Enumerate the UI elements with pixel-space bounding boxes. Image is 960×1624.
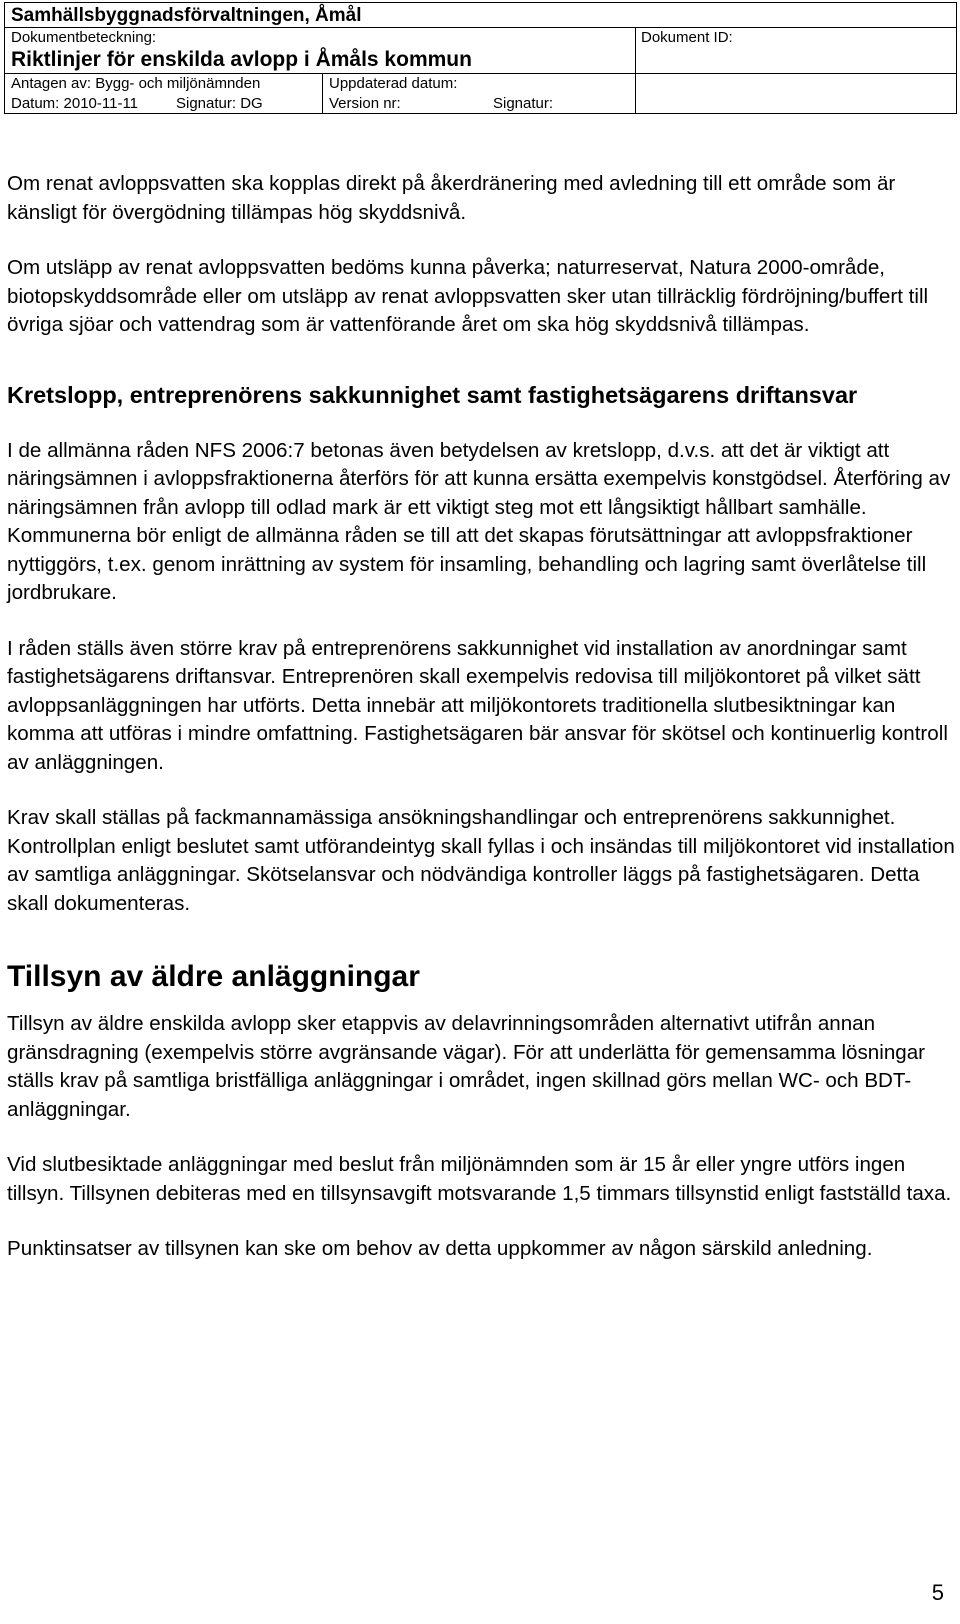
paragraph-supervision: Tillsyn av äldre enskilda avlopp sker etappvis av delavrinningsområden alternativt utifrån annan gränsdragning (exempelvis större avgränsande vägar). För att underlätta för gemensamma lösningar ställs krav på samtliga bristfälliga anläggningar i området, ingen skillnad görs mellan WC- och BDT-anläggningar. [7,1012,926,1121]
heading-kretslopp: Kretslopp, entreprenörens sakkunnighet samt fastighetsägarens driftansvar [7,381,858,408]
document-header [4,2,957,114]
header-meta-divider [322,73,323,114]
paragraph-kretslopp: I de allmänna råden NFS 2006:7 betonas även betydelsen av kretslopp, d.v.s. att det är viktigt att näringsämnen i avloppsfraktionerna återförs för att kunna ersätta exempelvis konstgödsel. Återföring av näringsämnen från avlopp till odlad mark är ett viktigt steg mot ett långsiktigt hållbart samhälle. Kommunerna bör enligt de allmänna råden se till att det skapas förutsättningar att avloppsfraktioner nyttiggörs, t.ex. genom inrättning av system för insamling, behandling och lagring samt överlåtelse till jordbrukare. [7,438,951,604]
document-title: Riktlinjer för enskilda avlopp i Åmåls kommun [11,48,472,71]
heading-tillsyn: Tillsyn av äldre anläggningar [7,960,420,993]
header-column-divider [635,27,636,114]
paragraph-requirements: Krav skall ställas på fackmannamässiga ansökningshandlingar och entreprenörens sakkunnighet. Kontrollplan enligt beslutet samt utförandeintyg skall fyllas i och insändas till miljökontoret vid installation av samtliga anläggningar. Skötselansvar och nödvändiga kontroller läggs på fastighetsägaren. Detta skall dokumenteras. [7,806,955,915]
version-label: Version nr: [329,95,401,112]
paragraph-protected-areas: Om utsläpp av renat avloppsvatten bedöms kunna påverka; naturreservat, Natura 2000-område, biotopskyddsområde eller om utsläpp av renat avloppsvatten sker utan tillräcklig fördröjning/buffert till övriga sjöar och vattendrag som är vattenförande året om ska hög skyddsnivå tillämpas. [7,256,929,336]
document-body [7,170,955,1264]
signature-right: Signatur: [493,95,554,112]
paragraph-entrepreneur: I råden ställs även större krav på entreprenörens sakkunnighet vid installation av anordningar samt fastighetsägarens driftansvar. Entreprenören skall exempelvis redovisa till miljökontoret på vilket sätt avloppsanläggningen har utförts. Detta innebär att miljökontorets traditionella slutbesiktningar kan komma att utföras i mindre omfattning. Fastighetsägaren bär ansvar för skötsel och kontinuerlig kontroll av anläggningen. [7,636,948,774]
signature-left: Signatur: DG [176,95,263,112]
paragraph-drainage: Om renat avloppsvatten ska kopplas direkt på åkerdränering med avledning till ett område som är känsligt för övergödning tillämpas hög skyddsnivå. [7,172,896,224]
adopted-date: Datum: 2010-11-11 [11,95,139,112]
organization-name: Samhällsbyggnadsförvaltningen, Åmål [11,5,362,26]
page-number: 5 [931,1580,944,1605]
updated-date-label: Uppdaterad datum: [329,75,458,92]
paragraph-spot-checks: Punktinsatser av tillsynen kan ske om behov av detta uppkommer av någon särskild anledning. [7,1237,873,1260]
document-label: Dokumentbeteckning: [11,29,157,46]
adopted-by: Antagen av: Bygg- och miljönämnden [11,75,261,92]
document-id-label: Dokument ID: [641,29,733,46]
paragraph-inspected: Vid slutbesiktade anläggningar med beslut från miljönämnden som är 15 år eller yngre utförs ingen tillsyn. Tillsynen debiteras med en tillsynsavgift motsvarande 1,5 timmars tillsynstid enligt fastställd taxa. [7,1153,952,1205]
